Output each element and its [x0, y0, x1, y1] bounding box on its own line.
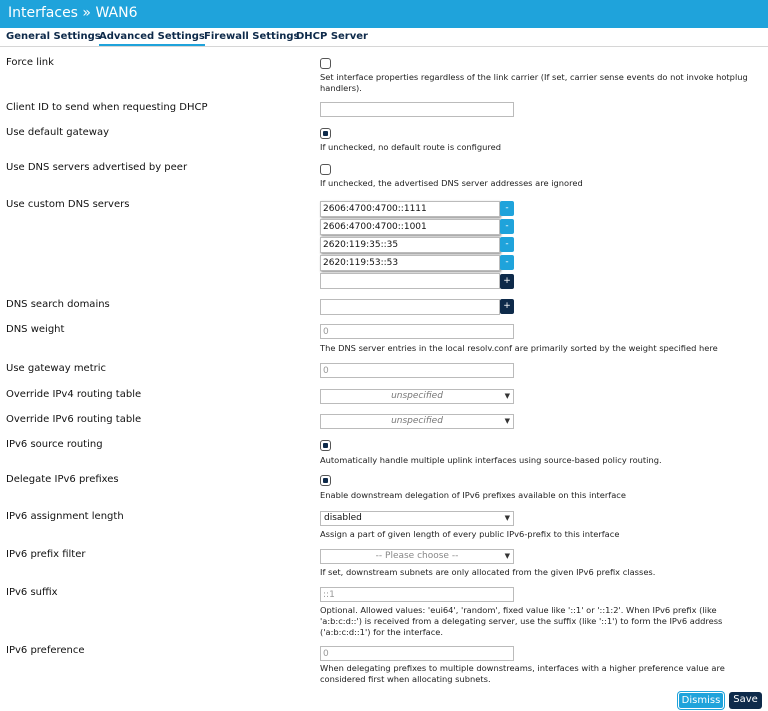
dns-weight-input[interactable]: 0 [320, 324, 514, 339]
assignment-length-label: IPv6 assignment length [6, 511, 124, 522]
custom-dns-entry-2[interactable]: 2606:4700:4700::1001 [320, 219, 500, 235]
ipv4-table-label: Override IPv4 routing table [6, 389, 142, 400]
add-dns-button[interactable]: + [500, 274, 514, 289]
ipv6-suffix-help: Optional. Allowed values: 'eui64', 'random', fixed value like '::1' or '::1:2'. When IPv6 prefix (like 'a:b:c:d::') is received from a delegating server, use the suffix (like '::1') to form the IPv6 address ('a:b:c:d::1') for the interface. [320, 605, 723, 637]
dns-search-input[interactable] [320, 299, 500, 315]
ipv6-table-value: unspecified [391, 416, 443, 426]
default-gateway-help: If unchecked, no default route is configured [320, 142, 502, 152]
chevron-down-icon: ▼ [504, 417, 510, 425]
client-id-input[interactable] [320, 102, 514, 117]
assignment-length-select[interactable] [320, 511, 514, 526]
assignment-length-help: Assign a part of given length of every public IPv6-prefix to this interface [320, 529, 620, 539]
custom-dns-new-entry[interactable] [320, 273, 500, 289]
custom-dns-entry-3[interactable]: 2620:119:35::35 [320, 237, 500, 253]
prefix-filter-placeholder: -- Please choose -- [375, 551, 459, 561]
remove-dns-button-1[interactable]: - [500, 201, 514, 216]
default-gateway-checkbox[interactable] [320, 128, 331, 139]
delegate-prefixes-help: Enable downstream delegation of IPv6 prefixes available on this interface [320, 490, 626, 500]
ipv6-suffix-input[interactable]: ::1 [320, 587, 514, 602]
save-button[interactable]: Save [729, 692, 762, 709]
tab-general-settings[interactable]: General Settings [6, 31, 101, 42]
dns-search-label: DNS search domains [6, 299, 110, 310]
tab-firewall-settings[interactable]: Firewall Settings [204, 31, 300, 42]
ipv6-table-label: Override IPv6 routing table [6, 414, 142, 425]
ipv6-preference-help: When delegating prefixes to multiple downstreams, interfaces with a higher preference value are considered first when allocating subnets. [320, 663, 725, 684]
peer-dns-checkbox[interactable] [320, 164, 331, 175]
ipv6-source-routing-checkbox[interactable] [320, 440, 331, 451]
ipv4-table-select[interactable] [320, 389, 514, 404]
force-link-checkbox[interactable] [320, 58, 331, 69]
tab-advanced-settings[interactable]: Advanced Settings [99, 31, 205, 46]
ipv6-table-select[interactable] [320, 414, 514, 429]
remove-dns-button-3[interactable]: - [500, 237, 514, 252]
custom-dns-entry-1[interactable]: 2606:4700:4700::1111 [320, 201, 500, 217]
ipv6-source-routing-help: Automatically handle multiple uplink interfaces using source-based policy routing. [320, 455, 662, 465]
gateway-metric-label: Use gateway metric [6, 363, 107, 374]
add-search-domain-button[interactable]: + [500, 299, 514, 314]
assignment-length-value: disabled [324, 513, 362, 523]
page-title: Interfaces » WAN6 [8, 5, 138, 21]
dns-weight-label: DNS weight [6, 324, 65, 335]
chevron-down-icon: ▼ [504, 552, 510, 560]
client-id-label: Client ID to send when requesting DHCP [6, 102, 208, 113]
tab-dhcp-server[interactable]: DHCP Server [296, 31, 368, 42]
dismiss-button[interactable]: Dismiss [678, 692, 724, 709]
force-link-label: Force link [6, 57, 54, 68]
ipv6-preference-input[interactable]: 0 [320, 646, 514, 661]
custom-dns-entry-4[interactable]: 2620:119:53::53 [320, 255, 500, 271]
force-link-help: Set interface properties regardless of the link carrier (If set, carrier sense events do not invoke hotplug handlers). [320, 72, 748, 93]
peer-dns-help: If unchecked, the advertised DNS server addresses are ignored [320, 178, 583, 188]
chevron-down-icon: ▼ [504, 514, 510, 522]
chevron-down-icon: ▼ [504, 392, 510, 400]
tab-bar [0, 28, 768, 47]
delegate-prefixes-checkbox[interactable] [320, 475, 331, 486]
peer-dns-label: Use DNS servers advertised by peer [6, 162, 188, 173]
default-gateway-label: Use default gateway [6, 127, 109, 138]
remove-dns-button-4[interactable]: - [500, 255, 514, 270]
prefix-filter-label: IPv6 prefix filter [6, 549, 86, 560]
prefix-filter-help: If set, downstream subnets are only allocated from the given IPv6 prefix classes. [320, 567, 656, 577]
prefix-filter-select[interactable] [320, 549, 514, 564]
gateway-metric-input[interactable]: 0 [320, 363, 514, 378]
ipv4-table-value: unspecified [391, 391, 443, 401]
ipv6-source-routing-label: IPv6 source routing [6, 439, 103, 450]
dns-weight-help: The DNS server entries in the local resolv.conf are primarily sorted by the weight specified here [320, 343, 718, 353]
remove-dns-button-2[interactable]: - [500, 219, 514, 234]
title-bar [0, 0, 768, 28]
ipv6-preference-label: IPv6 preference [6, 645, 85, 656]
ipv6-suffix-label: IPv6 suffix [6, 587, 58, 598]
custom-dns-label: Use custom DNS servers [6, 199, 130, 210]
delegate-prefixes-label: Delegate IPv6 prefixes [6, 474, 119, 485]
